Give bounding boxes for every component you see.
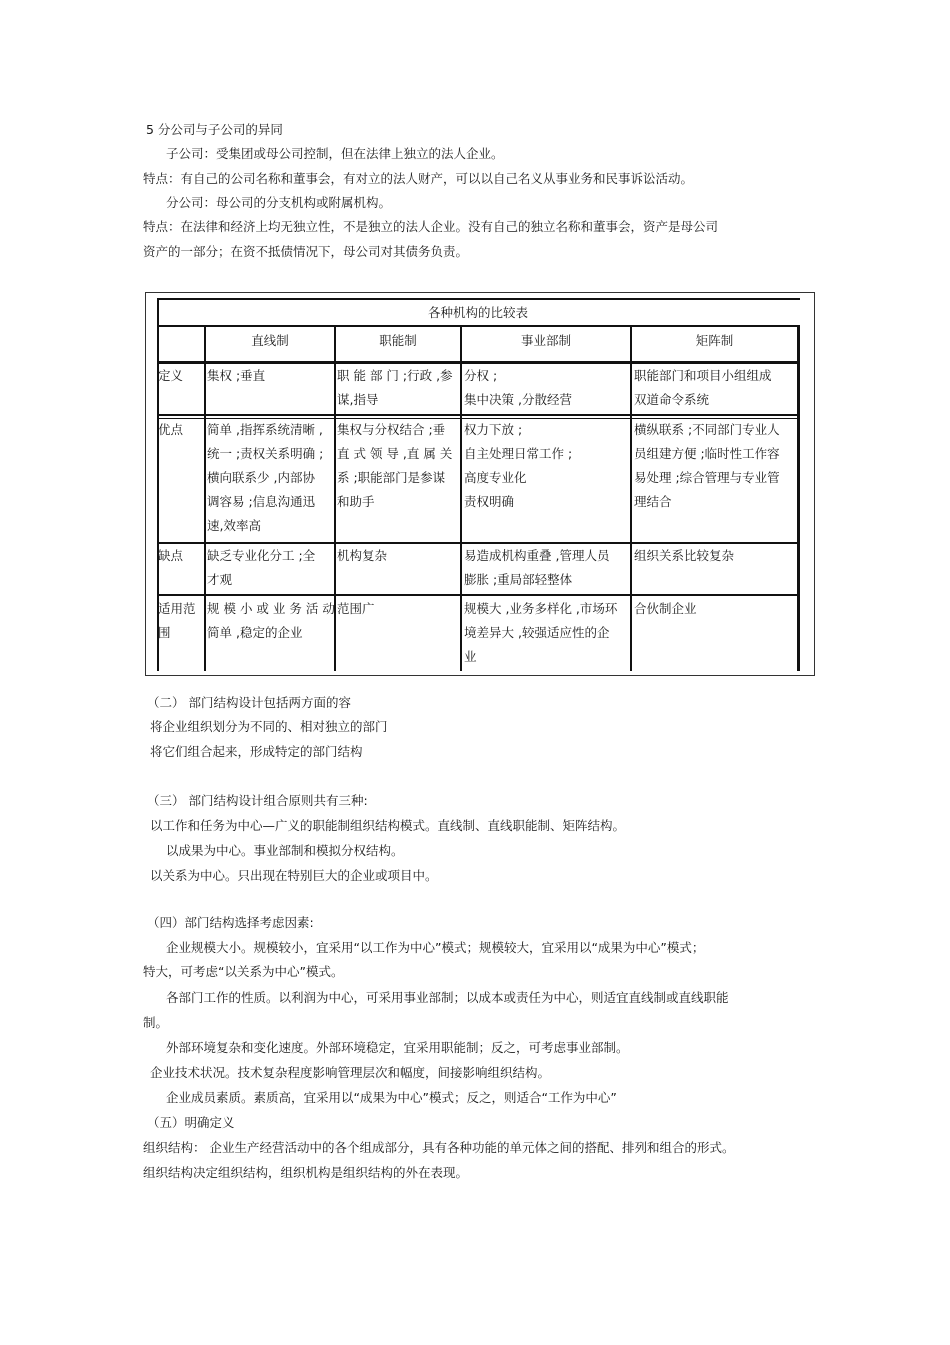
row-label-advantages: 优点 [158,422,184,437]
section-3-line-1: 以工作和任务为中心—广义的职能制组织结构模式。直线制、直线职能制、矩阵结构。 [150,818,626,833]
section-4-heading: （四）部门结构选择考虑因素: [147,915,314,930]
section-4-line-2: 特大，可考虑“以关系为中心”模式。 [143,964,344,979]
table-cell: 集权与分权结合 ;垂 直 式 领 导 ,直 属 关 系 ;职能部门是参谋 和助手 [337,422,453,509]
table-cell: 机构复杂 [337,548,388,563]
branch-definition: 分公司：母公司的分支机构或附属机构。 [166,195,392,210]
table-cell: 易造成机构重叠 ,管理人员 膨胀 ;重局部轻整体 [464,548,610,587]
table-cell: 职 能 部 门 ;行政 ,参 谋,指导 [337,368,453,407]
section-5b-line-2: 组织结构决定组织结构，组织机构是组织结构的外在表现。 [143,1165,469,1180]
column-header-divisional: 事业部制 [520,333,571,348]
subsidiary-definition: 子公司：受集团或母公司控制，但在法律上独立的法人企业。 [166,146,504,161]
table-cell: 分权 ; 集中决策 ,分散经营 [464,368,572,407]
section-4-line-4: 制。 [143,1015,169,1030]
table-cell: 规 模 小 或 业 务 活 动 简单 ,稳定的企业 [207,601,335,640]
table-cell: 横纵联系 ;不同部门专业人 员组建方便 ;临时性工作容 易处理 ;综合管理与专业管 理结合 [634,422,780,509]
section-4-line-6: 企业技术状况。技术复杂程度影响管理层次和幅度，间接影响组织结构。 [150,1065,551,1080]
section-3-line-3: 以关系为中心。只出现在特别巨大的企业或项目中。 [150,868,438,883]
table-cell: 集权 ;垂直 [207,368,266,383]
row-label-scope: 适用范 围 [158,601,196,640]
row-label-disadvantages: 缺点 [158,548,184,563]
column-header-matrix: 矩阵制 [695,333,734,348]
column-header-functional: 职能制 [379,333,417,348]
section-4-line-7: 企业成员素质。素质高，宜采用以“成果为中心”模式；反之，则适合“工作为中心” [166,1090,617,1105]
table-cell: 组织关系比较复杂 [634,548,735,563]
table-cell: 权力下放 ; 自主处理日常工作 ; 高度专业化 责权明确 [464,422,573,509]
row-label-definition: 定义 [158,368,184,383]
section-4-line-1: 企业规模大小。规模较小，宜采用“以工作为中心”模式；规模较大，宜采用以“成果为中心”模式； [166,940,705,955]
section-2-line-1: 将企业组织划分为不同的、相对独立的部门 [150,719,388,734]
table-cell: 合伙制企业 [634,601,697,616]
table-cell: 缺乏专业化分工 ;全 才观 [207,548,316,587]
section-4-line-3: 各部门工作的性质。以利润为中心，可采用事业部制；以成本或责任为中心，则适宜直线制或直线职能 [166,990,729,1005]
branch-features-line-1: 特点：在法律和经济上均无独立性，不是独立的法人企业。没有自己的独立名称和董事会，资产是母公司 [143,219,719,234]
section-3-heading: （三） 部门结构设计组合原则共有三种: [147,793,368,808]
section-2-line-2: 将它们组合起来，形成特定的部门结构 [150,744,363,759]
table-cell: 简单 ,指挥系统清晰 , 统一 ;责权关系明确 ; 横向联系少 ,内部协 调容易 ;信息沟通迅 速,效率高 [207,422,324,533]
section-2-heading: （二） 部门结构设计包括两方面的容 [147,695,351,710]
column-header-line: 直线制 [251,333,289,348]
table-cell: 范围广 [337,601,375,616]
section-3-line-2: 以成果为中心。事业部制和模拟分权结构。 [166,843,404,858]
subsidiary-features: 特点：有自己的公司名称和董事会，有对立的法人财产，可以以自己名义从事业务和民事诉讼活动。 [143,171,694,186]
section-5b-line-1: 组织结构： 企业生产经营活动中的各个组成部分，具有各种功能的单元体之间的搭配、排列和组合的形式。 [143,1140,735,1155]
section-5-title: 5 分公司与子公司的异同 [146,122,283,137]
table-title: 各种机构的比较表 [427,305,528,320]
section-5b-heading: （五）明确定义 [147,1115,235,1130]
table-cell: 规模大 ,业务多样化 ,市场环 境差异大 ,较强适应性的企 业 [464,601,618,664]
section-4-line-5: 外部环境复杂和变化速度。外部环境稳定，宜采用职能制；反之，可考虑事业部制。 [166,1040,629,1055]
branch-features-line-2: 资产的一部分；在资不抵债情况下，母公司对其债务负责。 [143,244,469,259]
table-cell: 职能部门和项目小组组成 双道命令系统 [634,368,772,407]
